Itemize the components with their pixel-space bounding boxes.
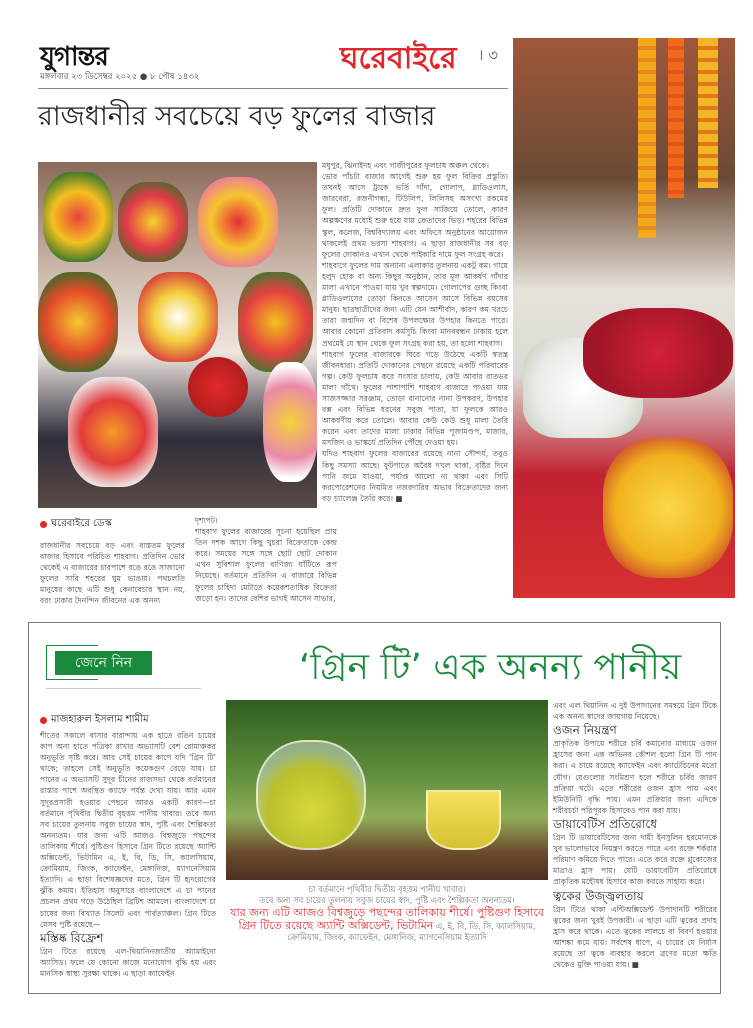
paragraph: গ্রিন টি ডায়াবেটিসের জন্য দায়ী ইনসুলিন হরমোনকে খুব ভালোভাবে নিয়ন্ত্রণ করতে পারে এবং রক্তে শর্করার পরিমাণ কমিয়ে দিতে পারে। এতে করে রক্তে গ্লুকোজের মাত্রাও হ্রাস পায়। যেটি ডায়াবেটিস প্রতিরোধে প্রাকৃতিক মহৌষধ হিসাবে কাজ করতে সাহায্য করে। (553, 833, 717, 887)
byline-text: মাজহারুল ইসলাম শামীম (51, 714, 149, 725)
feature-headline: ‘গ্রিন টি’ এক অনন্য পানীয় (298, 647, 682, 688)
feature-right-column (553, 700, 717, 970)
paragraph: এবং এল থিয়ানিন এ দুই উপাদানের সমন্বয়ে গ্রিন টিকে এক অনন্য স্বাদের জায়গায় নিয়েছে। (553, 701, 717, 722)
subheading: ত্বকের উজ্জ্বলতায় (553, 888, 644, 903)
header-divider (38, 88, 508, 89)
paragraph: শাহবাগ ফুলের বাজারকে ঘিরে গড়ে উঠেছে একটি স্বতন্ত্র জীবনধারা। প্রতিটি দোকানের পেছনে রয়েছে একটি পরিবারের গল্প। কেউ ফুলচাষ করে সংসার চালায়, কেউ আবার রাতভর মালা গাঁথে। ফুলের পাশাপাশি শাহবাগ বাজারে পাওয়া যায় সাজসজ্জার সরঞ্জাম, তোড়া বানানোর নানা উপকরণ, উপহার বক্স এবং বিভিন্ন ধরনের সবুজ পাতা, যা ফুলকে আরও আকর্ষণীয় করে তোলে। আবার কেউ কেউ শুধু মালা তৈরি করেন এবং তাদের মালা ঢাকার বিভিন্ন পূজামণ্ডপ, মাজার, মসজিদ ও ভাস্কর্যে প্রতিদিন পৌঁছে দেওয়া হয়। (322, 349, 508, 448)
paragraph: দৃশ্যপট। (195, 516, 218, 525)
issue-date: মঙ্গলবার ২৩ ডিসেম্বর ২০২৫ ● ৮ পৌষ ১৪৩২ (40, 72, 200, 82)
byline-text: ঘরেবাইরে ডেস্ক (51, 518, 112, 529)
flower-stall-photo (513, 38, 735, 598)
caption-line: এ, ই, বি, ডি, সি, ক্যালসিয়াম, ক্রোমিয়াম, জিংক, ক্যাফেইন, মেঙ্গানিজ, ম্যাগনেসিয়াম ইত্যাদি (287, 921, 536, 942)
article-column-3 (322, 160, 508, 504)
paragraph: প্রাকৃতিক উপায়ে শরীরে চর্বি কমানোর মাধ্যমে ওজন হ্রাসের জন্য এক অভিনব কৌশল হলো গ্রিন টি পান করা। এ চায়ে রয়েছে ক্যাফেইন এবং ক্যাটেচিনের মতো যৌগ। যেগুলোর সংমিশ্রণ হলে শরীরে চর্বির জারণ প্রক্রিয়া ঘটে। এতে শরীরের ওজন হ্রাস পায় এবং ইমিউনিটি বৃদ্ধি পায়। এমন প্রক্রিয়ার জন্য এদিকে শরীরচর্চা পরিপূরক হিসাবেও পান করা যায়। (553, 739, 717, 815)
tag-underline (46, 688, 201, 689)
subheading: মস্তিষ্ক রিফ্রেশ (40, 930, 104, 945)
paragraph: শাহবাগে ফুলের দাম অন্যান্য এলাকার তুলনায় একটু কম। গায়ে হলুদ হোক বা অন্য কিছুর অনুষ্ঠান, তার মূল আকর্ষণ গাঁদার মালা এখানে পাওয়া যায় খুব স্বল্পদামে। গোলাপের গুচ্ছ কিংবা গ্লাডিওলাসের তোড়া কিনতে আসেন আসে বিভিন্ন বয়সের মানুষ। ছাত্রছাত্রীদের জন্য এটি যেন আশীর্বাদ, কারণ কম খরচে তারা জন্মদিন বা বিশেষ উপলক্ষ্যের উপহার কিনতে পারে। আবার কোনো প্রতিবাদ কর্মসূচি কিংবা মানববন্ধন ঢাকায় হলে প্রথমেই যে স্থান থেকে ফুল সংগ্রহ করা হয়, তা হলো শাহবাগ। (322, 260, 508, 348)
green-tea-photo (226, 700, 548, 880)
section-tag: জেনে নিন (55, 651, 152, 675)
article-column-2 (195, 515, 337, 604)
newspaper-logo: যুগান্তর (40, 42, 108, 72)
paragraph: রাজধানীর সবচেয়ে বড় এবং ব্যস্ততম ফুলের বাজার হিসাবে পরিচিত শাহবাগ। প্রতিদিন ভোর থেকেই এ বাজারের চারপাশে রঙে রঙে সাজানো ফুলের সারি শহরের ঘুম ভাঙায়। পথচলতি মানুষের কাছে এটি শুধু কেনাবেচার স্থান নয়, বরং ঢাকার দৈনন্দিন জীবনের এক অনন্য (40, 541, 185, 606)
subheading: ওজন নিয়ন্ত্রণ (553, 723, 617, 738)
paragraph: গ্রিন টিতে রয়েছে এল-থিয়ানিনজাতীয় অ্যামাইনো অ্যাসিড। ফলে যে কোনো কাজে মনোযোগ বৃদ্ধি হয় এবং মানসিক স্বাস্থ্য সুরক্ষা থাকে। এ ছাড়া ক্যাফেইন (40, 946, 216, 978)
article-column-1 (40, 540, 185, 607)
subheading: ডায়াবেটিস প্রতিরোধে (553, 816, 657, 831)
page-number: । ৩ (478, 46, 498, 64)
paragraph: মধুপুর, ঝিনাইদহ এবং গাজীপুরের ফুলচাষ অঞ্চল থেকে। (322, 161, 489, 170)
article-byline (40, 516, 112, 533)
feature-byline (40, 712, 149, 729)
paragraph: শীতের সকালে বাসার বারান্দায় এক হাতে রঙিন চায়ের কাপ অন্য হাতে পত্রিকা রাখার অভ্যাসটি বেশ রোমাঞ্চকর অনুভূতি সৃষ্টি করে। আর সেই চায়ের কাপে যদি ‘গ্রিন টি’ থাকে; তাহলে সেই অনুভূতি কয়েকগুণ বেড়ে যায়। চা পানের এ অভ্যাসটি সুদূর চীনের রাজসভা থেকে বর্তমানের রাস্তার পাশে অবস্থিত ক্যাফে পর্যন্ত দেখা যায়। আর এমন সুদূরপ্রসারী হওয়ার পেছনে আরও একটি কারণ—চা বর্তমানে পৃথিবীর দ্বিতীয় বৃহত্তম পানীয় খাবার। তবে অন্য সব চায়ের তুলনায় সবুজ চায়ের স্বাদ, পুষ্টি এবং শৈল্পিকতা অনন্যতম। যার জন্য এটি আজও বিশ্বজুড়ে পছন্দের তালিকায় শীর্ষে। পুষ্টিগুণ হিসাবে গ্রিন টিতে রয়েছে অ্যান্টি অক্সিডেন্ট, ভিটামিন এ, ই, বি, ডি, সি, ক্যালসিয়াম, ক্রোমিয়াম, জিংক, ক্যাফেইন, মেঙ্গানিজ, ম্যাগনেসিয়াম ইত্যাদি। এ ছাড়া বিশেষজ্ঞদের মতে, গ্রিন টি হৃদরোগের ঝুঁকি কমায়। ইতিহাস অনুসারে বাংলাদেশে এ চা পানের প্রচলন প্রথম গড়ে উঠেছিল ব্রিটিশ আমলে। বাংলাদেশে চা চাষের জন্য বিখ্যাত সিলেট এবং পার্বত্যাঞ্চল। গ্রিন টিতে যেসব পুষ্টি রয়েছে— (40, 731, 216, 929)
caption-line: তবে অন্য সব চায়ের তুলনায় সবুজ চায়ের স্বাদ, পুষ্টি এবং শৈল্পিকতা অনন্যতম। (259, 895, 515, 905)
photo-caption (222, 884, 552, 943)
caption-line: চা বর্তমানে পৃথিবীর দ্বিতীয় বৃহত্তম পানীয় খাবার। (308, 884, 466, 894)
paragraph: যদিও শাহবাগ ফুলের বাজারের রয়েছে নানা সৌন্দর্য, তবুও কিছু সমস্যা আছে। ফুটপাতে অবৈধ দখল থাকা, বৃষ্টির দিনে পানি জমে যাওয়া, পর্যাপ্ত আলো না থাকা এবং সিটি করপোরেশনের নিয়মিত নজরদারির অভাব বিক্রেতাদের জন্য বড় চ্যালেঞ্জ তৈরি করে। ■ (322, 449, 508, 503)
feature-left-column (40, 730, 216, 979)
bullet-icon (40, 521, 47, 528)
paragraph: গ্রিন টিতে থাকা এন্টিঅক্সিডেন্ট উপাদানটি শরীরের ত্বকের জন্য খুবই উপকারী। এ ছাড়া এটি ত্বকের প্রদাহ হ্রাস করে থাকে। এতে ত্বকের লালচে বা বিবর্ণ হওয়ার আশঙ্কা কমে যায়। সর্বশেষ ধাপে, এ চায়ের যে নির্যাস রয়েছে তা ত্বকে ব্যবহার করলে ব্রণের মতো ক্ষতি থেকেও মুক্তি পাওয়া যায়। ■ (553, 904, 717, 970)
article-headline: রাজধানীর সবচেয়ে বড় ফুলের বাজার (38, 101, 436, 132)
flower-market-photo (38, 162, 317, 508)
caption-highlight: যার জন্য এটি আজও বিশ্বজুড়ে পছন্দের তালিকায় শীর্ষে। পুষ্টিগুণ হিসাবে গ্রিন টিতে রয়েছে অ্যান্টি অক্সিডেন্ট, ভিটামিন (230, 906, 544, 932)
bullet-icon (40, 717, 47, 724)
section-title: ঘরেবাইরে (340, 41, 457, 76)
paragraph: ভোর পাঁচটা বাজার আগেই শুরু হয় ফুল বিক্রির প্রস্তুতি। তখনই আসে ট্রাকে ভর্তি গাঁদা, গোলাপ, গ্লাডিওলাস, জারবেরা, রজনীগন্ধা, টিউলিপ, লিলিসহ অসংখ্য রকমের ফুল। প্রতিটি দোকানে দ্রুত ফুল সাজিয়ে তোলে, কারণ অল্পক্ষণের মধ্যেই শুরু হয়ে যায় ক্রেতাদের ভিড়। শহরের বিভিন্ন স্কুল, কলেজ, বিশ্ববিদ্যালয় এবং অফিসে অনুষ্ঠানের আয়োজন থাকলেই প্রথম ভরসা শাহবাগ। এ ছাড়া রাজধানীর সব বড় ফুলের দোকানও এখান থেকে পাইকারি দামে ফুল সংগ্রহ করে। (322, 172, 508, 259)
paragraph: শাহবাগ ফুলের বাজারের সূচনা হয়েছিল প্রায় তিন দশক আগে কিছু খুচরা বিক্রেতাকে কেন্দ্র করে। সময়ের সঙ্গে সঙ্গে ছোট ছোট দোকান এখন সুবিশাল ফুলের বাণিজ্য ঘাঁটিতে রূপ নিয়েছে। বর্তমানে প্রতিদিন এ বাজারে বিভিন্ন ফুলের চাহিদা মেটাতে কয়েকশতাধিক বিক্রেতা জড়ো হন। তাদের বেশির ভাগই আসেন সাভার, (195, 527, 337, 603)
